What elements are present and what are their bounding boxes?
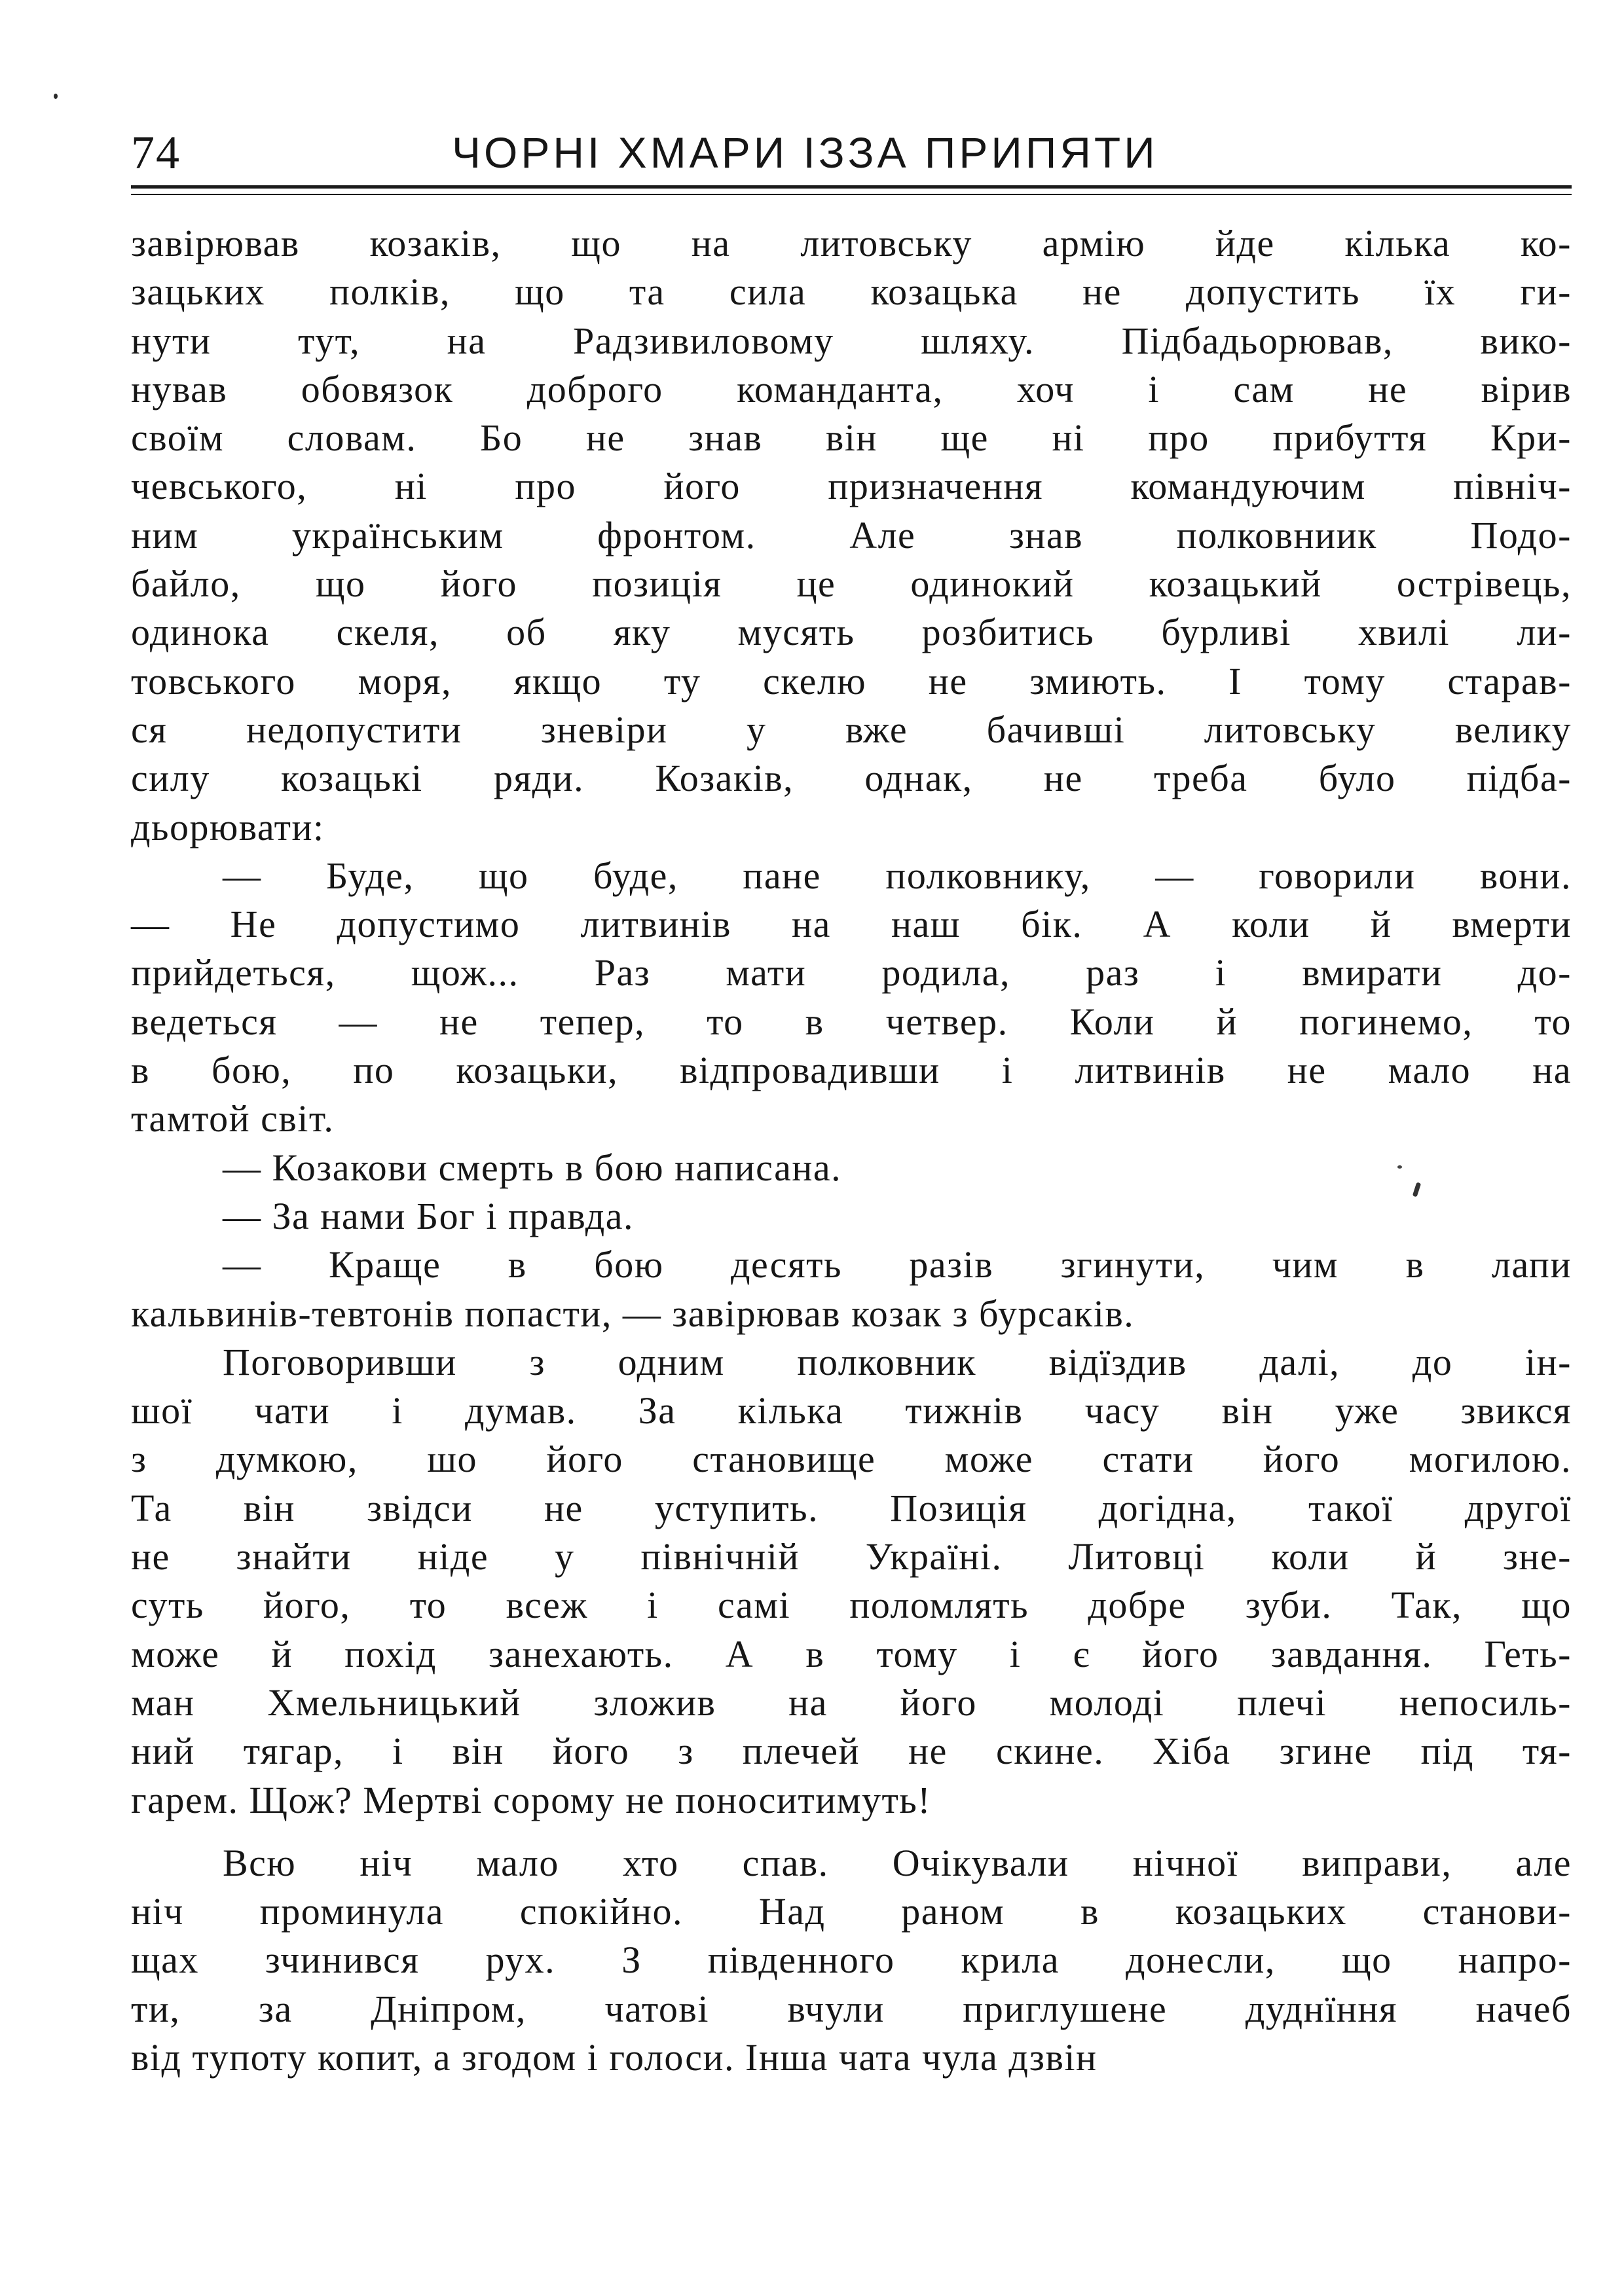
paragraph xyxy=(131,1839,1572,2082)
text-line: своїм словам. Бо не знав він ще ні про прибуття Кри- xyxy=(131,416,1572,460)
text-line: ся недопустити зневіри у вже бачивші литовську велику xyxy=(131,708,1572,751)
text-line: нував обовязок доброго команданта, хоч і сам не вірив xyxy=(131,367,1572,410)
text-line: Всю ніч мало хто спав. Очікували нічної виправи, але xyxy=(223,1841,1572,1884)
text-line: силу козацькі ряди. Козаків, однак, не треба було підба- xyxy=(131,757,1572,800)
paragraph xyxy=(131,219,1572,852)
text-line: Поговоривши з одним полковник відїздив далі, до ін- xyxy=(223,1340,1572,1383)
text-line: в бою, по козацьки, відпровадивши і литвинів не мало на xyxy=(131,1049,1572,1092)
text-line: тамтой світ. xyxy=(131,1097,335,1140)
paragraph xyxy=(131,1241,1572,1338)
paragraph xyxy=(131,1144,1572,1192)
text-line: — Не допустимо литвинів на наш бік. А коли й вмерти xyxy=(131,903,1572,946)
text-line: — За нами Бог і правда. xyxy=(223,1194,635,1237)
text-line: Та він звідси не уступить. Позиція догідна, такої другої xyxy=(131,1486,1572,1529)
text-line: одинока скеля, об яку мусять розбитись бурливі хвилі ли- xyxy=(131,611,1572,654)
text-line: ним українським фронтом. Але знав полковниик Подо- xyxy=(131,513,1572,556)
text-line: нути тут, на Радзивиловому шляху. Підбадьорював, вико- xyxy=(131,319,1572,362)
text-line: може й похід занехають. А в тому і є його завдання. Геть- xyxy=(131,1632,1572,1675)
header-rule-thick xyxy=(131,185,1572,189)
text-line: байло, що його позиція це одинокий козацький острівець, xyxy=(131,562,1572,606)
page-number: 74 xyxy=(131,126,181,179)
header-rule-thin xyxy=(131,194,1572,195)
text-line: дьорювати: xyxy=(131,805,325,848)
text-line: чевського, ні про його призначення командуючим північ- xyxy=(131,465,1572,508)
text-line: завірював козаків, що на литовську армію йде кілька ко- xyxy=(131,222,1572,264)
paragraph xyxy=(131,1338,1572,1825)
text-line: щах зчинився рух. З південного крила донесли, що напро- xyxy=(131,1939,1572,1982)
text-line: — Буде, що буде, пане полковнику, — говорили вони. xyxy=(223,854,1572,897)
text-line: — Козакови смерть в бою написана. xyxy=(223,1146,842,1189)
text-line: шої чати і думав. За кілька тижнів часу він уже звикся xyxy=(131,1389,1572,1432)
text-line: товського моря, якщо ту скелю не змиють. І тому старав- xyxy=(131,659,1572,702)
text-line: — Краще в бою десять разів згинути, чим в лапи xyxy=(223,1243,1572,1286)
text-line: прийдеться, щож... Раз мати родила, раз і вмирати до- xyxy=(131,951,1572,994)
text-line: гарем. Щож? Мертві сорому не поноситимуть! xyxy=(131,1778,932,1821)
text-line: ніч проминула спокійно. Над раном в козацьких станови- xyxy=(131,1890,1572,1933)
print-speck xyxy=(54,94,58,99)
text-line: з думкою, шо його становище може стати його могилою. xyxy=(131,1438,1572,1481)
text-line: не знайти ніде у північній Україні. Литовці коли й зне- xyxy=(131,1535,1572,1578)
text-line: ман Хмельницький зложив на його молоді плечі непосиль- xyxy=(131,1681,1572,1724)
page-header xyxy=(131,123,1572,182)
paragraph-gap xyxy=(131,1825,1572,1839)
paragraph xyxy=(131,1192,1572,1241)
text-line: ний тягар, і він його з плечей не скине. Хіба згине під тя- xyxy=(131,1730,1572,1773)
running-title: ЧОРНІ ХМАРИ ІЗЗА ПРИПЯТИ xyxy=(452,128,1158,177)
text-line: кальвинів-тевтонів попасти, — завірював козак з бурсаків. xyxy=(131,1292,1135,1335)
text-line: ведеться — не тепер, то в четвер. Коли й погинемо, то xyxy=(131,1000,1572,1043)
text-line: зацьких полків, що та сила козацька не допустить їх ги- xyxy=(131,270,1572,314)
text-line: ти, за Дніпром, чатові вчули приглушене дуднїння начеб xyxy=(131,1987,1572,2030)
text-line: від тупоту копит, а згодом і голоси. Інша чата чула дзвін xyxy=(131,2035,1098,2079)
paragraph xyxy=(131,852,1572,1144)
text-line: суть його, то всеж і самі поломлять добре зуби. Так, що xyxy=(131,1584,1572,1627)
body-text xyxy=(131,219,1572,2082)
